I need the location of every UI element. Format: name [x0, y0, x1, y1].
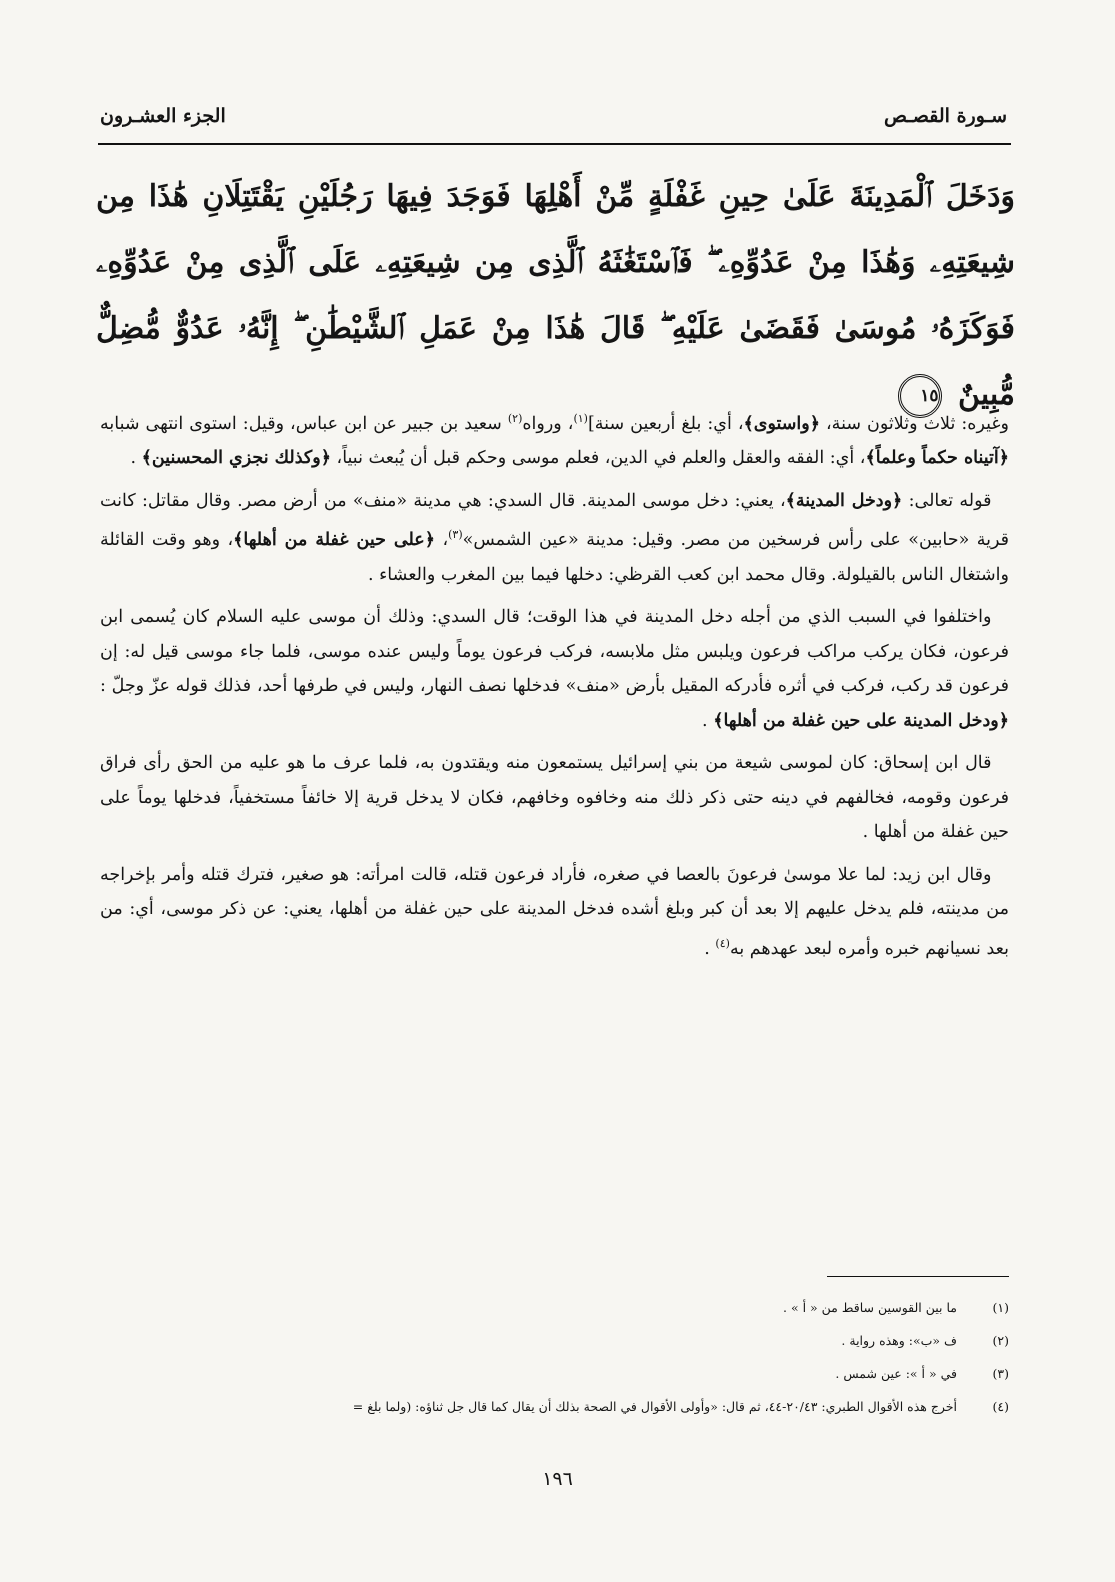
footnote-4	[70, 1390, 1009, 1423]
footnotes	[70, 1291, 1009, 1423]
header-rule	[98, 143, 1011, 145]
text-run: ،	[435, 530, 449, 551]
footnote-number: (٤)	[992, 1399, 1009, 1414]
quran-quote: ﴿ودخل المدينة﴾	[785, 490, 903, 511]
paragraph-3	[100, 600, 1009, 738]
quran-quote: ﴿آتيناه حكماً وعلماً﴾	[865, 448, 1009, 469]
footnote-ref: (١)	[573, 412, 588, 425]
running-header	[100, 96, 1007, 136]
text-run: قال ابن إسحاق: كان لموسى شيعة من بني إسرائيل يستمعون منه ويقتدون به، فلما عرف ما هو عليه من الحق رأى فراق فرعون وقومه، فخالفهم في دينه حتى ذكر ذلك منه وخافوه وخافهم، فكان لا يدخل قرية إلا خائفاً مستخفياً، فدخلها يوماً على حين غفلة من أهلها .	[100, 753, 1009, 843]
quran-quote: ﴿على حين غفلة من أهلها﴾	[233, 530, 435, 551]
footnote-number: (٣)	[992, 1366, 1009, 1381]
footnote-text: ف «ب»: وهذه رواية .	[841, 1333, 957, 1348]
footnote-text: أخرج هذه الأقوال الطبري: ٢٠/٤٣-٤٤، ثم قال: «وأولى الأقوال في الصحة بذلك أن يقال كما قال جل ثناؤه: (ولما بلغ =	[352, 1399, 957, 1414]
paragraph-5	[100, 858, 1009, 966]
footnote-2	[70, 1324, 1009, 1357]
text-run: ، يعني: دخل موسى المدينة. قال السدي: هي مدينة «منف» من أرض مصر. وقال مقاتل: كانت قرية «حابين» على رأس فرسخين من مصر. وقيل: مدينة «عين الشمس»	[100, 490, 1010, 551]
text-run: قوله تعالى:	[902, 490, 992, 511]
text-run: وقال ابن زيد: لما علا موسىٰ فرعونَ بالعصا في صغره، فأراد فرعون قتله، قالت امرأته: هو صغير، فترك قتله وأمر بإخراجه من مدينته، فلم يدخل عليهم إلا بعد أن كبر وبلغ أشده فدخل المدينة على حين غفلة من أهلها، يعني: عن ذكر موسى، أي: من بعد نسيانهم خبره وأمره لبعد عهدهم به	[100, 864, 1009, 959]
ayah-number-marker: ١٥	[898, 374, 942, 418]
footnote-ref: (٢)	[507, 412, 523, 425]
text-run: .	[130, 448, 142, 469]
footnote-text: ما بين القوسين ساقط من « أ » .	[783, 1300, 957, 1315]
footnote-1	[70, 1291, 1009, 1324]
text-run: واختلفوا في السبب الذي من أجله دخل المدينة في هذا الوقت؛ قال السدي: وذلك أن موسى عليه السلام كان يُسمى ابن فرعون، فكان يركب مراكب فرعون ويلبس مثل ملابسه، فركب فرعون يوماً وليس عنده موسى، فلما جاء موسى قيل له: إن فرعون قد ركب، فركب في أثره فأدركه المقيل بأرض «منف» فدخلها نصف النهار، وليس في طرفها أحد، فذلك قوله عزّ وجلّ :	[100, 607, 1009, 697]
paragraph-1	[100, 402, 1009, 476]
verse-text: وَدَخَلَ ٱلْمَدِينَةَ عَلَىٰ حِينِ غَفْلَةٍ مِّنْ أَهْلِهَا فَوَجَدَ فِيهَا رَجُلَيْنِ يَقْتَتِلَانِ هَٰذَا مِن شِيعَتِهِۦ وَهَٰذَا مِنْ عَدُوِّهِۦ ۖ فَٱسْتَغَٰثَهُ ٱلَّذِى مِن شِيعَتِهِۦ عَلَى ٱلَّذِى مِنْ عَدُوِّهِۦ فَوَكَزَهُۥ مُوسَىٰ فَقَضَىٰ عَلَيْهِ ۖ قَالَ هَٰذَا مِنْ عَمَلِ ٱلشَّيْطَٰنِ ۖ إِنَّهُۥ عَدُوٌّ مُّضِلٌّ مُّبِينٌ	[96, 179, 1015, 412]
text-run: ، أي: الفقه والعقل والعلم في الدين، فعلم موسى وحكم قبل أن يُبعث نبياً،	[330, 448, 866, 469]
page-number: ١٩٦	[542, 1468, 573, 1490]
quran-quote: ﴿ودخل المدينة على حين غفلة من أهلها﴾	[713, 710, 1009, 731]
text-run: وغيره: ثلاث وثلاثون سنة،	[820, 413, 1009, 434]
paragraph-2	[100, 484, 1009, 592]
text-run: .	[702, 710, 714, 731]
surah-title: سـورة القصـص	[883, 105, 1007, 127]
quran-quote: ﴿وكذلك نجزي المحسنين﴾	[141, 448, 331, 469]
paragraph-4	[100, 746, 1009, 850]
text-run: سعيد بن جبير عن ابن عباس، وقيل: استوى انتهى شبابه	[100, 413, 508, 434]
footnote-number: (١)	[992, 1300, 1009, 1315]
quran-verse	[96, 164, 1015, 428]
footnote-ref: (٤)	[715, 936, 730, 950]
footnote-rule	[827, 1276, 1009, 1277]
footnote-number: (٢)	[992, 1333, 1009, 1348]
text-run: ، وهو وقت القائلة واشتغال الناس بالقيلولة. وقال محمد ابن كعب القرظي: دخلها فيما بين المغرب والعشاء .	[100, 530, 1009, 585]
text-run: ، ورواه	[522, 413, 574, 434]
footnote-ref: (٣)	[448, 528, 463, 542]
commentary-text	[100, 402, 1009, 974]
quran-quote: ﴿واستوى﴾	[743, 413, 821, 434]
text-run: .	[704, 938, 716, 959]
footnote-text: في « أ »: عين شمس .	[835, 1366, 957, 1381]
footnote-3	[70, 1357, 1009, 1390]
juz-title: الجزء العشـرون	[100, 105, 226, 127]
text-run: ، أي: بلغ أربعين سنة]	[587, 413, 744, 434]
